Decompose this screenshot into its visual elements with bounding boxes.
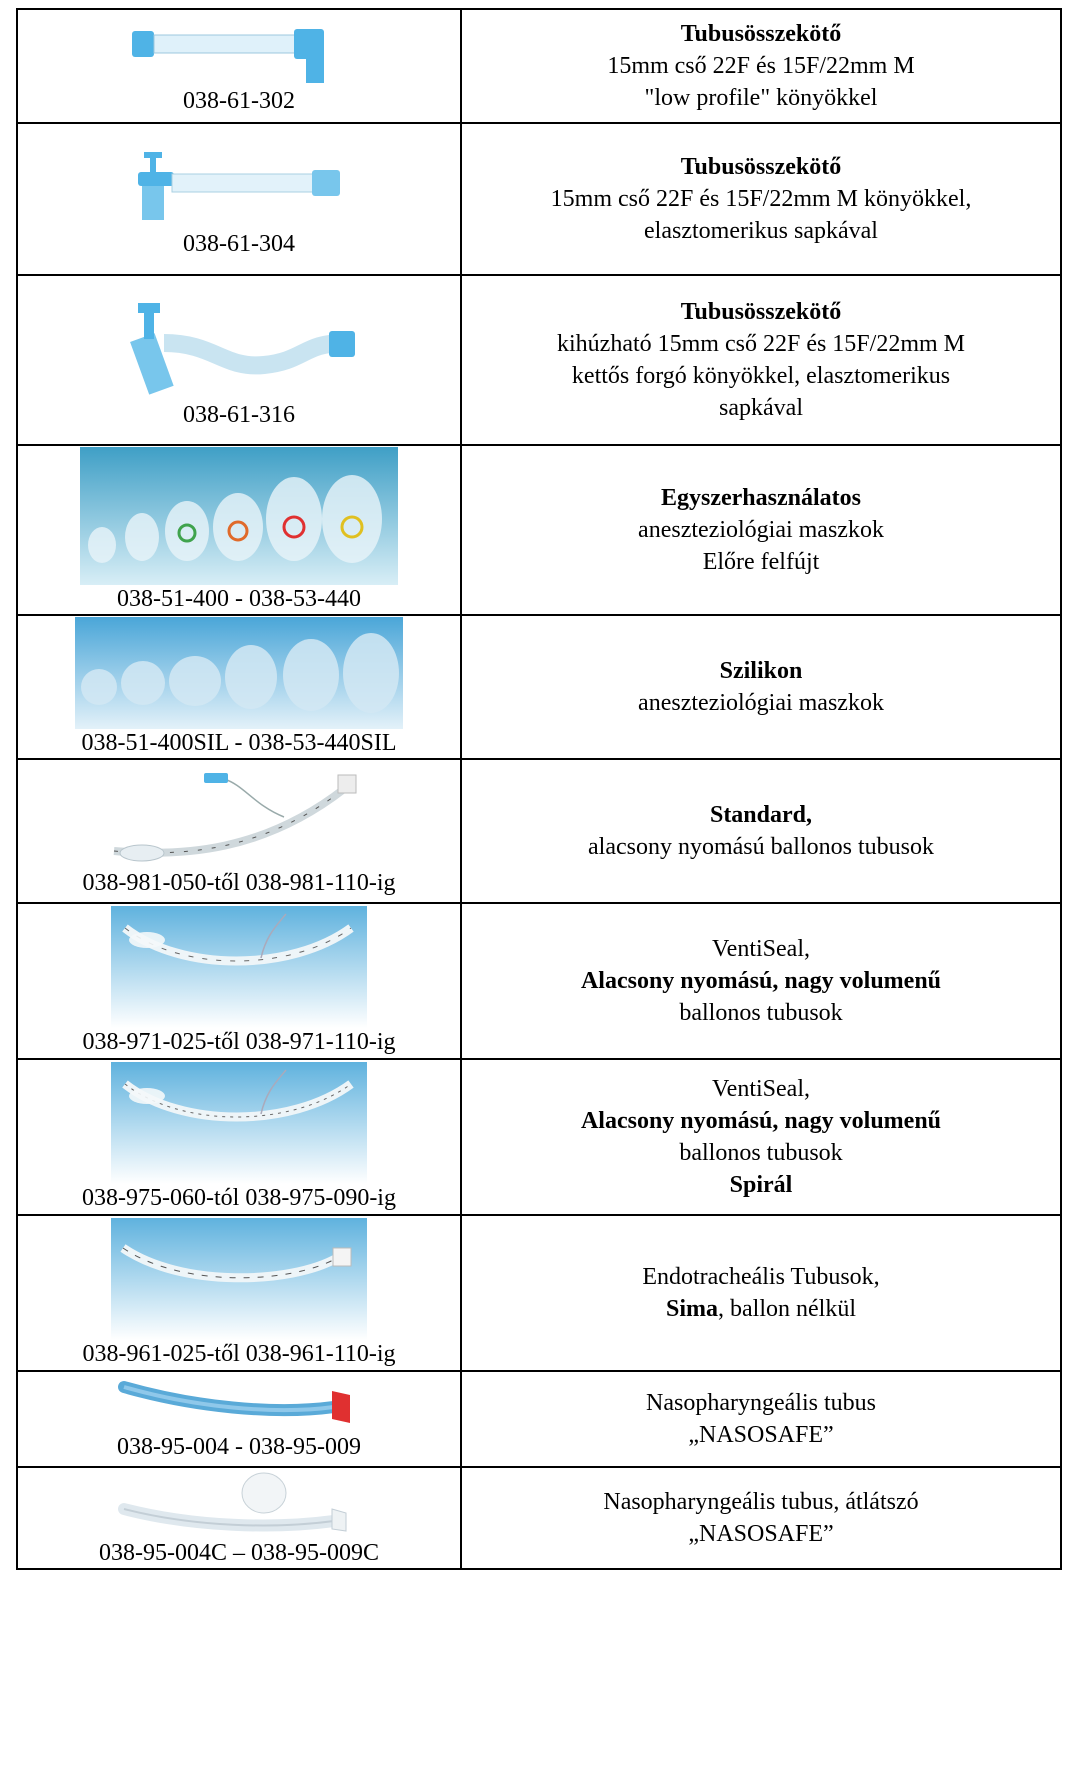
table-row: [17, 275, 1061, 445]
table-row: [17, 759, 1061, 903]
table-row: [17, 903, 1061, 1059]
product-description: [461, 1467, 1061, 1569]
product-image-cell: [17, 759, 461, 903]
description-line: 15mm cső 22F és 15F/22mm M: [607, 53, 915, 79]
product-title: Standard,: [709, 802, 813, 828]
table-row: [17, 1215, 1061, 1371]
nasopharyngeal-tube-icon: [114, 1377, 364, 1433]
plain-tube-icon: [111, 1218, 367, 1340]
product-title: Szilikon: [719, 658, 803, 684]
product-image-cell: [17, 445, 461, 615]
product-description: [461, 445, 1061, 615]
disposable-masks-icon: [80, 447, 398, 585]
product-description: [461, 1059, 1061, 1215]
table-row: [17, 1467, 1061, 1569]
description-line: Nasopharyngeális tubus, átlátszó: [603, 1489, 919, 1515]
product-title: Tubusösszekötő: [680, 154, 842, 180]
description-line: Nasopharyngeális tubus: [646, 1390, 876, 1416]
product-description: [461, 1215, 1061, 1371]
elbow-connector-low-profile-icon: [124, 17, 354, 87]
product-image-cell: [17, 1371, 461, 1467]
product-title: Tubusösszekötő: [680, 21, 842, 47]
cuffed-tube-icon: [94, 765, 384, 869]
description-line: aneszteziológiai maszkok: [638, 517, 884, 543]
product-code: 038-95-004 - 038-95-009: [117, 1434, 361, 1460]
product-code: 038-61-316: [183, 402, 295, 428]
product-image-cell: [17, 1467, 461, 1569]
description-line: kihúzható 15mm cső 22F és 15F/22mm M: [557, 331, 965, 357]
product-description: [461, 1371, 1061, 1467]
product-description: [461, 903, 1061, 1059]
product-code: 038-961-025-től 038-961-110-ig: [82, 1341, 396, 1367]
description-line: sapkával: [719, 395, 803, 421]
product-image-cell: [17, 903, 461, 1059]
description-line: alacsony nyomású ballonos tubusok: [588, 834, 934, 860]
product-title: Alacsony nyomású, nagy volumenű: [580, 968, 942, 994]
description-line: elasztomerikus sapkával: [644, 218, 878, 244]
description-line: "low profile" könyökkel: [644, 85, 878, 111]
elbow-connector-with-cap-icon: [124, 140, 354, 230]
description-line: VentiSeal,: [712, 1076, 810, 1102]
table-row: [17, 9, 1061, 123]
table-row: [17, 1371, 1061, 1467]
product-code: 038-95-004C – 038-95-009C: [99, 1540, 379, 1566]
nasopharyngeal-tube-clear-icon: [114, 1469, 364, 1539]
table-row: [17, 615, 1061, 759]
product-image-cell: [17, 615, 461, 759]
product-image-cell: [17, 123, 461, 275]
product-title: Tubusösszekötő: [680, 299, 842, 325]
silicone-masks-icon: [75, 617, 403, 729]
plain-text: , ballon nélkül: [718, 1296, 856, 1322]
product-description: [461, 9, 1061, 123]
product-title: Alacsony nyomású, nagy volumenű: [580, 1108, 942, 1134]
product-code: 038-981-050-től 038-981-110-ig: [82, 870, 396, 896]
product-code: 038-971-025-től 038-971-110-ig: [82, 1029, 396, 1055]
description-line-bold: Spirál: [729, 1172, 793, 1198]
product-code: 038-975-060-tól 038-975-090-ig: [82, 1185, 396, 1211]
product-title: Egyszerhasználatos: [661, 485, 861, 511]
description-line: aneszteziológiai maszkok: [638, 690, 884, 716]
description-line: „NASOSAFE”: [688, 1521, 834, 1547]
description-line: ballonos tubusok: [679, 1140, 843, 1166]
product-code: 038-51-400SIL - 038-53-440SIL: [81, 730, 397, 756]
description-line: Előre felfújt: [702, 549, 820, 575]
table-row: [17, 123, 1061, 275]
product-description: [461, 275, 1061, 445]
product-description: [461, 123, 1061, 275]
product-code: 038-61-302: [183, 88, 295, 114]
bold-text: Sima: [666, 1296, 719, 1322]
description-line: [462, 1293, 1060, 1325]
description-line: Endotracheális Tubusok,: [642, 1264, 880, 1290]
ventiseal-spiral-tube-icon: [111, 1062, 367, 1184]
product-description: [461, 759, 1061, 903]
description-line: „NASOSAFE”: [688, 1422, 834, 1448]
description-line: kettős forgó könyökkel, elasztomerikus: [571, 363, 951, 389]
product-code: 038-61-304: [183, 231, 295, 257]
ventiseal-tube-icon: [111, 906, 367, 1028]
description-line: VentiSeal,: [712, 936, 810, 962]
table-row: [17, 1059, 1061, 1215]
product-image-cell: [17, 1215, 461, 1371]
extendable-connector-icon: [114, 291, 364, 401]
product-image-cell: [17, 275, 461, 445]
product-description: [461, 615, 1061, 759]
table-row: [17, 445, 1061, 615]
product-code: 038-51-400 - 038-53-440: [117, 586, 361, 612]
description-line: ballonos tubusok: [679, 1000, 843, 1026]
product-image-cell: [17, 9, 461, 123]
product-image-cell: [17, 1059, 461, 1215]
product-table: [16, 8, 1062, 1570]
description-line: 15mm cső 22F és 15F/22mm M könyökkel,: [550, 186, 972, 212]
